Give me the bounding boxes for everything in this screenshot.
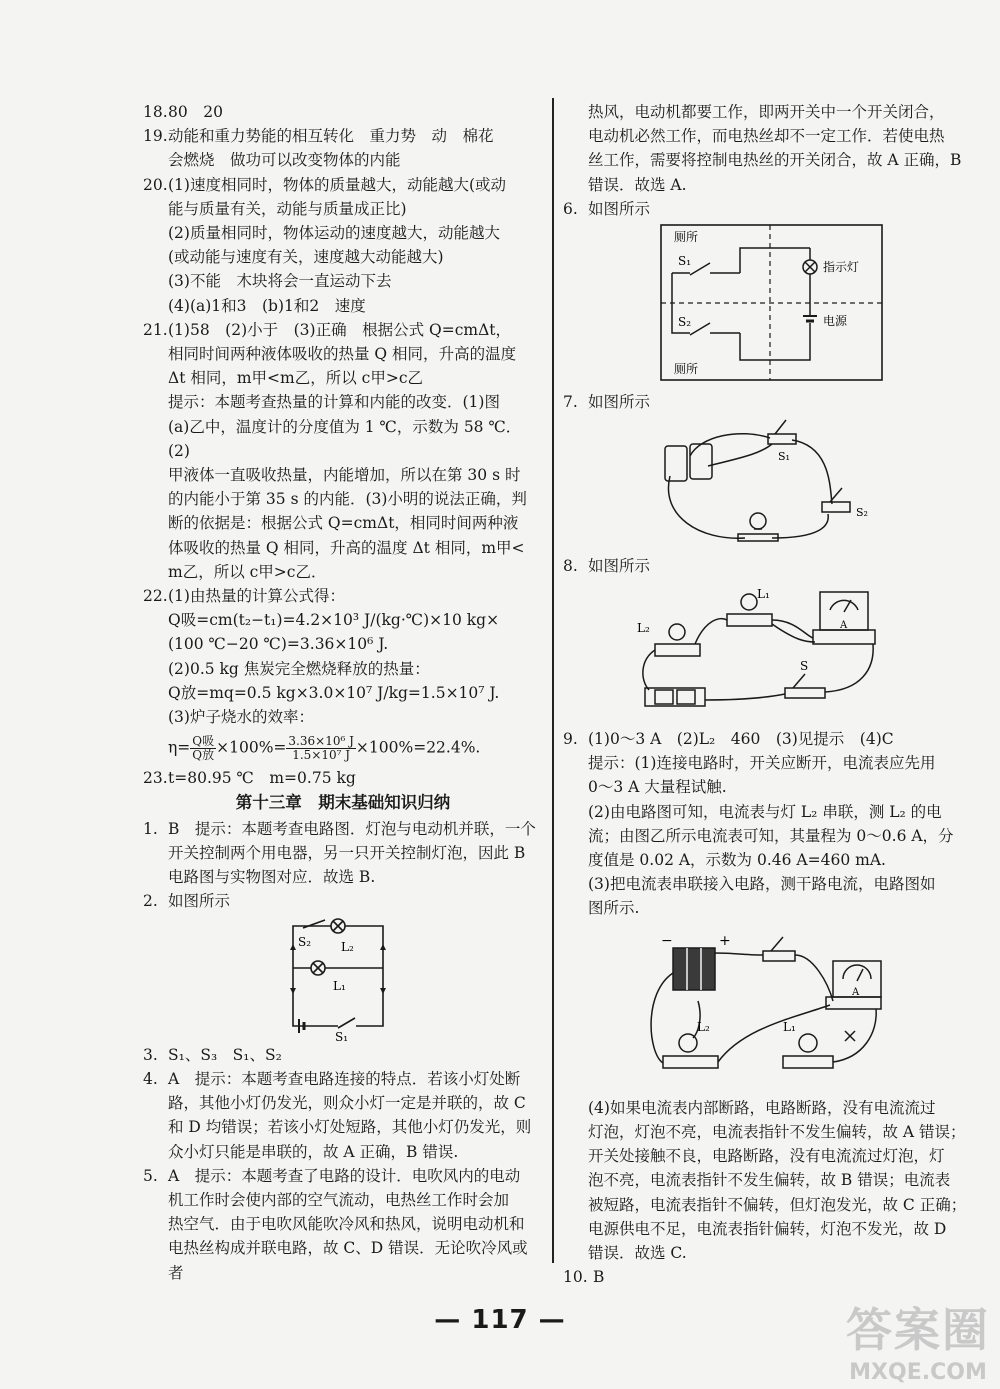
label-s2: S₂ <box>298 934 312 949</box>
label-s1: S₁ <box>778 450 790 464</box>
right-column <box>563 100 968 1289</box>
fraction-values: $\frac{\text{3.36×10⁶ J}}{\text{1.5×10⁷ J}}$ <box>288 734 354 763</box>
figure-8-physical-circuit <box>635 580 968 727</box>
answer-c10: 10. B <box>563 1268 605 1287</box>
label-l2: L₂ <box>341 939 354 954</box>
label-power: 电源 <box>823 314 848 329</box>
label-toilet-bottom: 厕所 <box>674 362 699 377</box>
label-minus: − <box>661 932 673 949</box>
answer-21: 21. (1)58 (2)小于 (3)正确 根据公式 Q=cmΔt， 相同时间两种液体吸收的热量 Q 相同，升高的温度 Δt 相同，m甲<m乙，所以 c甲>c乙 提示：本题考查热量的计算和内能的改变．(1)图 (a)乙中，温度计的分度值为 1 ℃，示数为 58 ℃．(2) 甲液体一直吸收热量，内能增加，所以在第 30 s 时 的内能小于第 35 s 的内能．(3)小明的说法正确，判 断的依据是：根据公式 Q=cmΔt，相同时间两种液 体吸收的热量 Q 相同，升高的温度 Δt 相同，m甲< m乙，所以 c甲>c乙． <box>143 320 527 581</box>
label-l2: L₂ <box>637 620 650 635</box>
label-l2: L₂ <box>697 1019 710 1034</box>
answer-c2: 2. 如图所示 <box>143 892 231 911</box>
label-s2: S₂ <box>856 506 868 520</box>
answer-c6: 6. 如图所示 <box>563 199 651 218</box>
physical-circuit-7 <box>660 416 900 546</box>
fraction-q: $\frac{\text{Q吸}}{\text{Q放}}$ <box>192 734 215 763</box>
figure-6-circuit <box>660 223 968 390</box>
answer-c1: 1. B 提示：本题考查电路图．灯泡与电动机并联，一个 开关控制两个用电器，另一只开关控制灯泡，因此 B 电路图与实物图对应．故选 B. <box>143 819 536 887</box>
toilet-circuit-diagram <box>660 223 884 383</box>
column-divider <box>552 98 554 1263</box>
answer-22: 22. (1)由热量的计算公式得： Q吸=cm(t₂−t₁)=4.2×10³ J/(kg·℃)×10 kg× (100 ℃−20 ℃)=3.36×10⁶ J. (2)0.5 kg 焦炭完全燃烧释放的热量： Q放=mq=0.5 kg×3.0×10⁷ J/kg=1.5×10⁷ J. (3)炉子烧水的效率： η= $\frac{\text{Q吸}}{\text{Q放}}$ ×100%= $\frac{\text{3.36×10⁶ J}}{\text{1.5×10⁷ J}}$ ×100%=22.4%. <box>143 584 543 766</box>
label-s2: S₂ <box>678 315 692 330</box>
label-ammeter: A <box>840 619 848 631</box>
efficiency-formula: η= $\frac{\text{Q吸}}{\text{Q放}}$ ×100%= $\frac{\text{3.36×10⁶ J}}{\text{1.5×10⁷ J}}$ ×100%=22.4%. <box>168 734 481 763</box>
answer-c9-part4: (4)如果电流表内部断路，电路断路，没有电流流过 灯泡，灯泡不亮，电流表指针不发生偏转，故 A 错误； 开关处接触不良，电路断路，没有电流流过灯泡，灯 泡不亮，电流表指针不发生偏转，故 B 错误；电流表 被短路，电流表指针不偏转，但灯泡发光，故 C 正确； 电源供电不足，电流表指针偏转，灯泡不发光，故 D 错误．故选 C. <box>588 1098 967 1263</box>
label-ammeter: A <box>852 986 860 998</box>
figure-9-physical-circuit <box>633 923 968 1090</box>
answer-c9: 9. (1)0～3 A (2)L₂ 460 (3)见提示 (4)C 提示：(1)连接电路时，开关应断开，电流表应先用 0～3 A 大量程试触. (2)由电路图可知，电流表与灯 L₂ 串联，测 L₂ 的电 流；由图乙所示电流表可知，其量程为 0～0.6 A，分 度值是 0.02 A，示数为 0.46 A=460 mA. (3)把电流表串联接入电路，测干路电流，电路图如 图所示. <box>563 730 954 918</box>
left-column <box>143 100 543 1285</box>
figure-2-circuit <box>273 916 543 1043</box>
label-indicator-lamp: 指示灯 <box>823 260 860 275</box>
answer-18: 18. 80 20 <box>143 103 223 121</box>
answer-c5-continued: 热风，电动机都要工作，即两开关中一个开关闭合， 电动机必然工作，而电热丝却不一定工作．若使电热 丝工作，需要将控制电热丝的开关闭合，故 A 正确，B 错误．故选 A. <box>588 103 962 194</box>
label-l1: L₁ <box>757 586 770 601</box>
chapter-title: 第十三章 期末基础知识归纳 <box>235 793 451 813</box>
label-s1: S₁ <box>335 1029 349 1044</box>
label-s1: S₁ <box>678 254 692 269</box>
label-l1: L₁ <box>783 1019 796 1034</box>
physical-circuit-9 <box>633 923 883 1083</box>
answer-c7: 7. 如图所示 <box>563 393 651 412</box>
watermark-logo: 答案圈 MXQE.COM <box>846 1303 990 1385</box>
answer-23: 23. t=80.95 ℃ m=0.75 kg <box>143 769 356 788</box>
circuit-diagram <box>273 916 413 1044</box>
answer-c5: 5. A 提示：本题考查了电路的设计．电吹风内的电动 机工作时会使内部的空气流动，电热丝工作时会加 热空气．由于电吹风能吹冷风和热风，说明电动机和 电热丝构成并联电路，故 C、D 错误．无论吹冷风或者 <box>143 1166 528 1282</box>
label-toilet-top: 厕所 <box>674 230 699 245</box>
label-switch: S <box>800 658 809 673</box>
answer-c3: 3. S₁、S₃ S₁、S₂ <box>143 1045 282 1064</box>
answer-c8: 8. 如图所示 <box>563 556 651 575</box>
answer-20: 20. (1)速度相同时，物体的质量越大，动能越大(或动 能与质量有关，动能与质量成正比) (2)质量相同时，物体运动的速度越大，动能越大 (或动能与速度有关，速度越大动能越大) (3)不能 木块将会一直运动下去 (4)(a)1和3 (b)1和2 速度 <box>143 175 507 315</box>
label-l1: L₁ <box>333 978 346 993</box>
answer-c4: 4. A 提示：本题考查电路连接的特点．若该小灯处断 路，其他小灯仍发光，则众小灯一定是并联的，故 C 和 D 均错误；若该小灯处短路，其他小灯仍发光，则 众小灯只能是串联的，故 A 正确，B 错误. <box>143 1069 532 1161</box>
answer-19: 19. 动能和重力势能的相互转化 重力势 动 棉花 会燃烧 做功可以改变物体的内能 <box>143 127 494 170</box>
page-number: — 117 — <box>434 1305 566 1335</box>
label-plus: + <box>719 932 731 949</box>
figure-7-physical-circuit <box>660 416 968 553</box>
physical-circuit-8 <box>635 580 885 720</box>
